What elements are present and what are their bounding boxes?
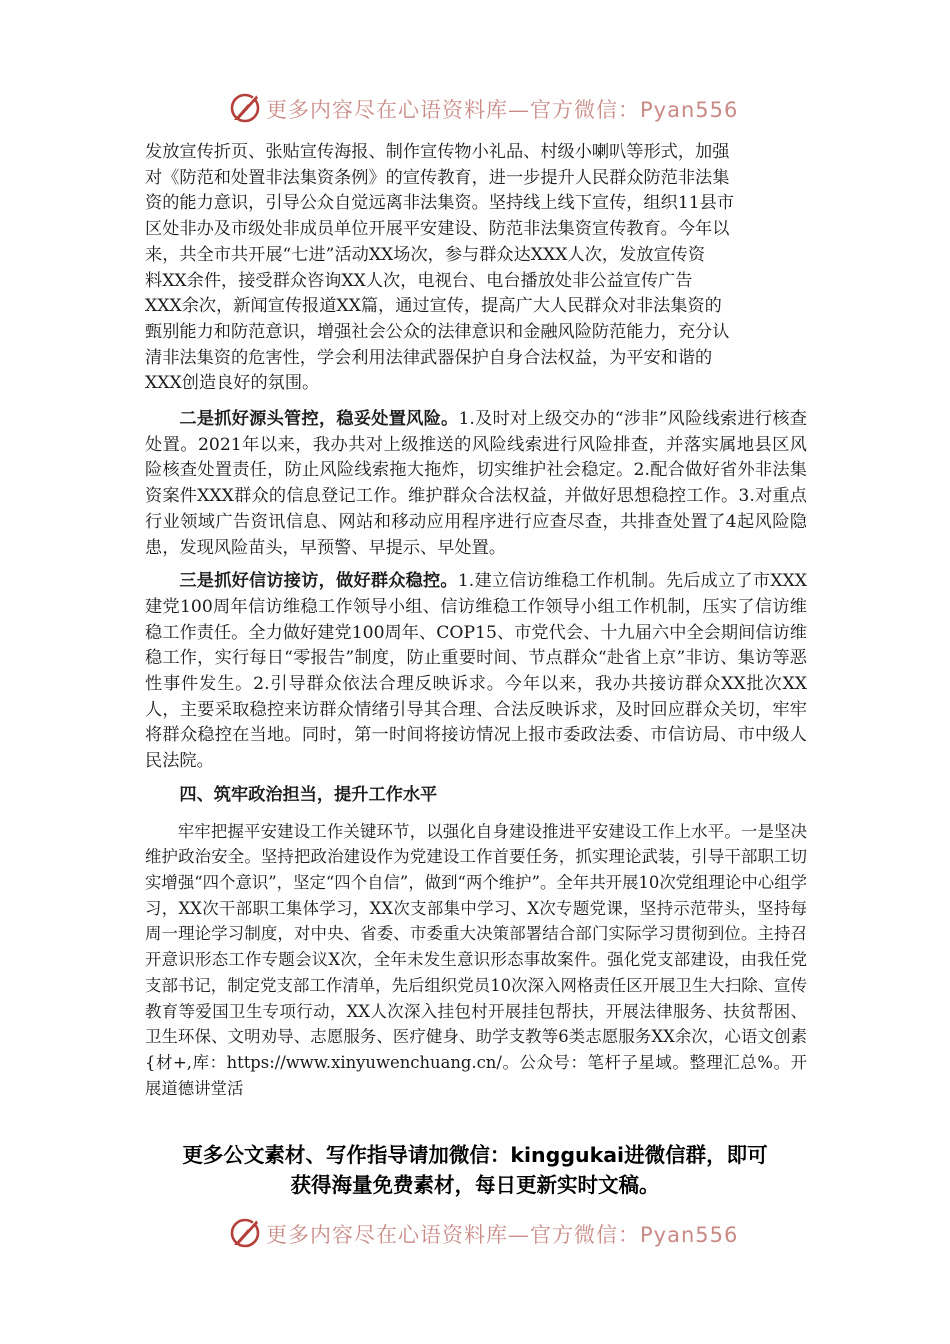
text-line: 资的能力意识，引导公众自觉远离非法集资。坚持线上线下宣传，组织11县市 — [145, 193, 735, 214]
paragraph-lead: 二是抓好源头管控，稳妥处置风险。 — [179, 409, 459, 430]
text-line: 甄别能力和防范意识，增强社会公众的法律意识和金融风险防范能力，充分认 — [145, 321, 730, 342]
text-line: 区处非办及市级处非成员单位开展平安建设、防范非法集资宣传教育。今年以 — [145, 219, 730, 240]
text-line: XXX余次，新闻宣传报道XX篇，通过宣传，提高广大人民群众对非法集资的 — [145, 296, 722, 317]
banner-wechat-id: Pyan556 — [640, 1223, 739, 1247]
banner-wechat-id: Pyan556 — [640, 98, 739, 122]
banner-text — [266, 1219, 738, 1249]
footer-banner — [0, 1211, 950, 1251]
quill-logo-icon — [228, 90, 262, 124]
banner-site-text: 更多内容尽在心语资料库—官方微信： — [266, 1223, 640, 1247]
paragraph-political: 牢牢把握平安建设工作关键环节，以强化自身建设推进平安建设工作上水平。一是坚决维护政治安全。坚持把政治建设作为党建设工作首要任务，抓实理论武装，引导干部职工切实增强“四个意识”，坚定“四个自信”，做到“两个维护”。全年共开展10次党组理论中心组学习，XX次干部职工集体学习，XX次支部集中学习、X次专题党课，坚持示范带头，坚持每周一理论学习制度，对中央、省委、市委重大决策部署结合部门实际学习贯彻到位。主持召开意识形态工作专题会议X次，全年未发生意识形态事故案件。强化党支部建设，由我任党支部书记，制定党支部工作清单，先后组织党员10次深入网格责任区开展卫生大扫除、宣传教育等爱国卫生专项行动，XX人次深入挂包村开展挂包帮扶，开展法律服务、扶贫帮困、卫生环保、文明劝导、志愿服务、医疗健身、助学支教等6类志愿服务XX余次，心语文创素{材+,库：https://www.xinyuwenchuang.cn/。公众号：笔杆子星域。整理汇总%。开展道德讲堂活 — [145, 821, 807, 1098]
banner-site-text: 更多内容尽在心语资料库—官方微信： — [266, 98, 640, 122]
banner-text — [266, 94, 738, 124]
header-banner — [0, 86, 950, 126]
section-heading: 四、筑牢政治担当，提升工作水平 — [179, 784, 438, 805]
promo-line: 获得海量免费素材，每日更新实时文稿。 — [290, 1173, 660, 1197]
paragraph-text: 1.及时对上级交办的“涉非”风险线索进行核查处置。2021年以来，我办共对上级推送的风险线索进行风险排查，并落实属地县区风险核查处置责任，防止风险线索拖大拖炸，切实维护社会稳定。2.配合做好省外非法集资案件XXX群众的信息登记工作。维护群众合法权益，并做好思想稳控工作。3.对重点行业领域广告资讯信息、网站和移动应用程序进行应查尽查，共排查处置了4起风险隐患，发现风险苗头，早预警、早提示、早处置。 — [145, 409, 807, 558]
text-line: 发放宣传折页、张贴宣传海报、制作宣传物小礼品、村级小喇叭等形式，加强 — [145, 142, 730, 162]
promo-line: 更多公文素材、写作指导请加微信：kinggukai进微信群，即可 — [182, 1143, 768, 1167]
paragraph-lead: 三是抓好信访接访，做好群众稳控。 — [179, 571, 458, 592]
text-line: 来，共全市共开展“七进”活动XX场次，参与群众达XXX人次，发放宣传资 — [145, 244, 706, 265]
text-line: 料XX余件，接受群众咨询XX人次，电视台、电台播放处非公益宣传广告 — [145, 270, 693, 291]
text-line: XXX创造良好的氛围。 — [145, 373, 320, 394]
paragraph-publicity — [145, 140, 807, 397]
text-line: 清非法集资的危害性，学会利用法律武器保护自身合法权益，为平安和谐的 — [145, 347, 713, 368]
paragraph-source-control — [145, 407, 807, 561]
text-line: 对《防范和处置非法集资条例》的宣传教育，进一步提升人民群众防范非法集 — [145, 167, 730, 188]
paragraph-text: 1.建立信访维稳工作机制。先后成立了市XXX建党100周年信访维稳工作领导小组、信访维稳工作领导小组工作机制，压实了信访维稳工作责任。全力做好建党100周年、COP15、市党代会、十九届六中全会期间信访维稳工作，实行每日“零报告”制度，防止重要时间、节点群众“赴省上京”非访、集访等恶性事件发生。2.引导群众依法合理反映诉求。今年以来，我办共接访群众XX批次XX人，主要采取稳控来访群众情绪引导其合理、合法反映诉求，及时回应群众关切，牢牢将群众稳控在当地。同时，第一时间将接访情况上报市委政法委、市信访局、市中级人民法院。 — [145, 571, 807, 772]
paragraph-petitions — [145, 569, 807, 775]
promo-text — [140, 1140, 810, 1200]
quill-logo-icon — [228, 1215, 262, 1249]
document-body — [145, 140, 807, 1109]
